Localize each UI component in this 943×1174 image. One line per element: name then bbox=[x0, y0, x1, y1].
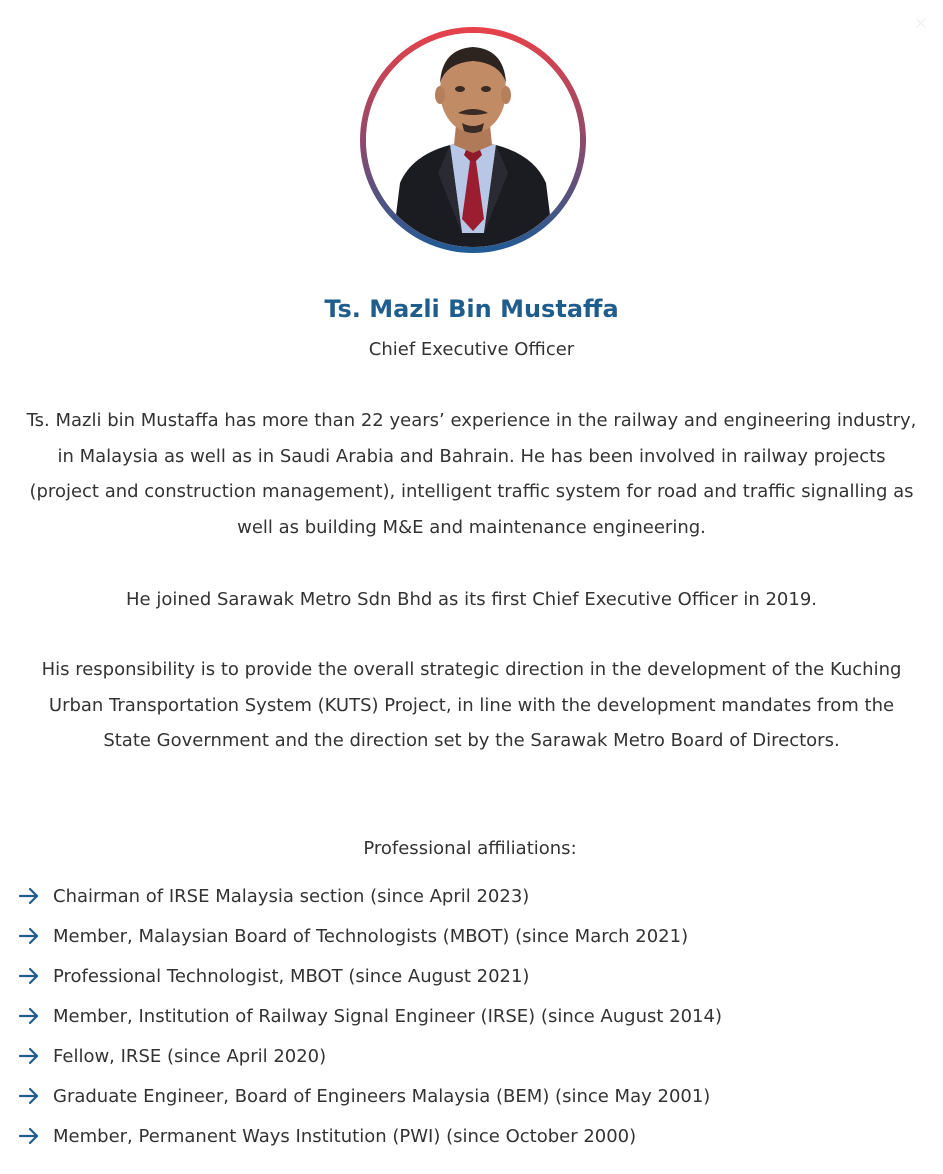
list-item bbox=[18, 1036, 928, 1076]
affiliations-list bbox=[18, 876, 928, 1156]
arrow-right-icon bbox=[18, 887, 40, 905]
portrait-illustration bbox=[366, 33, 580, 247]
arrow-right-icon bbox=[18, 1007, 40, 1025]
portrait-photo bbox=[366, 33, 580, 247]
list-item bbox=[18, 996, 928, 1036]
affiliations-heading: Professional affiliations: bbox=[363, 838, 577, 859]
affiliation-text: Member, Permanent Ways Institution (PWI) (since October 2000) bbox=[53, 1125, 637, 1147]
profile-name: Ts. Mazli Bin Mustaffa bbox=[324, 295, 619, 323]
avatar bbox=[360, 27, 586, 253]
list-item bbox=[18, 1116, 928, 1156]
arrow-right-icon bbox=[18, 967, 40, 985]
close-icon[interactable]: ✕ bbox=[914, 14, 928, 33]
affiliation-text: Professional Technologist, MBOT (since August 2021) bbox=[53, 965, 530, 987]
list-item bbox=[18, 876, 928, 916]
profile-title: Chief Executive Officer bbox=[368, 339, 575, 360]
list-item bbox=[18, 916, 928, 956]
affiliation-text: Member, Institution of Railway Signal Engineer (IRSE) (since August 2014) bbox=[53, 1005, 722, 1027]
affiliation-text: Fellow, IRSE (since April 2020) bbox=[53, 1045, 327, 1067]
bio-paragraph-joined: He joined Sarawak Metro Sdn Bhd as its first Chief Executive Officer in 2019. bbox=[125, 589, 818, 610]
arrow-right-icon bbox=[18, 1087, 40, 1105]
affiliation-text: Member, Malaysian Board of Technologists (MBOT) (since March 2021) bbox=[53, 925, 689, 947]
arrow-right-icon bbox=[18, 1047, 40, 1065]
bio-paragraph-experience: Ts. Mazli bin Mustaffa has more than 22 years’ experience in the railway and engineering industry, in Malaysia as well as in Saudi Arabia and Bahrain. He has been involved in railway projects (project and construction management), intelligent traffic system for road and traffic signalling as well as building M&E and maintenance engineering. bbox=[26, 410, 917, 539]
list-item bbox=[18, 1076, 928, 1116]
arrow-right-icon bbox=[18, 927, 40, 945]
affiliation-text: Graduate Engineer, Board of Engineers Malaysia (BEM) (since May 2001) bbox=[53, 1085, 711, 1107]
affiliation-text: Chairman of IRSE Malaysia section (since April 2023) bbox=[53, 885, 530, 907]
arrow-right-icon bbox=[18, 1127, 40, 1145]
list-item bbox=[18, 956, 928, 996]
bio-paragraph-responsibility: His responsibility is to provide the overall strategic direction in the development of the Kuching Urban Transportation System (KUTS) Project, in line with the development mandates from the State Government and the direction set by the Sarawak Metro Board of Directors. bbox=[41, 659, 902, 752]
